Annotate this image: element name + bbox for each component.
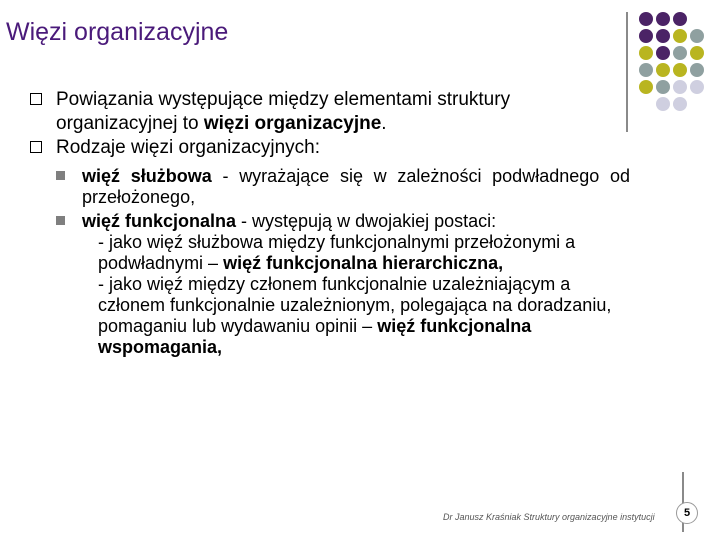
dot-icon: [639, 12, 653, 26]
dot-icon: [656, 97, 670, 111]
dot-icon: [656, 80, 670, 94]
hollow-square-bullet-icon: [30, 141, 42, 153]
hollow-square-bullet-icon: [30, 93, 42, 105]
filled-square-bullet-icon: [56, 171, 65, 180]
sub-bullet-bold-text: więź służbowa: [82, 166, 212, 186]
bullet-bold-text: więzi organizacyjne: [203, 113, 382, 134]
bullet-text: Rodzaje więzi organizacyjnych:: [56, 137, 321, 158]
slide-title: Więzi organizacyjne: [6, 18, 229, 46]
dot-icon: [673, 29, 687, 43]
dot-icon: [690, 29, 704, 43]
filled-square-bullet-icon: [56, 216, 65, 225]
dot-icon: [656, 29, 670, 43]
sub-bullet-item: [56, 211, 630, 358]
bullet-text-end: .: [381, 113, 387, 134]
dot-icon: [639, 29, 653, 43]
dot-icon: [656, 63, 670, 77]
sub-bullet-text: - wyrażające się w zależności podwładnego od przełożonego,: [82, 166, 630, 207]
dash-item-bold-text: więź funkcjonalna wspomagania,: [98, 316, 532, 357]
dot-icon: [690, 63, 704, 77]
dash-item: [98, 232, 630, 274]
slide-body: [30, 88, 630, 358]
sub-bullet-text: - występują w dwojakiej postaci:: [236, 211, 497, 231]
dash-item-text: - jako więź służbowa między funkcjonalnymi przełożonymi a podwładnymi –: [98, 232, 576, 273]
dot-icon: [673, 80, 687, 94]
bullet-item: [30, 88, 630, 136]
dot-icon: [673, 12, 687, 26]
dot-icon: [639, 46, 653, 60]
dot-icon: [690, 46, 704, 60]
dot-icon: [673, 46, 687, 60]
footer-text: Dr Janusz Kraśniak Struktury organizacyjne instytucji: [443, 512, 655, 522]
bullet-text: Powiązania występujące między elementami struktury organizacyjnej to: [56, 89, 511, 134]
dot-icon: [639, 63, 653, 77]
dot-icon: [690, 80, 704, 94]
dot-icon: [656, 12, 670, 26]
dot-icon: [673, 63, 687, 77]
page-number: 5: [676, 502, 698, 524]
sub-bullet-bold-text: więź funkcjonalna: [82, 211, 237, 231]
dash-item: [98, 274, 630, 358]
dash-item-text: - jako więź między członem funkcjonalnie uzależniającym a członem funkcjonalnie uzależnionym, polegająca na doradzaniu, pomaganiu lub wydawaniu opinii –: [98, 274, 612, 336]
dash-item-bold-text: więź funkcjonalna hierarchiczna,: [223, 253, 504, 273]
dot-icon: [639, 80, 653, 94]
bullet-item: [30, 136, 630, 160]
dot-icon: [673, 97, 687, 111]
dot-icon: [656, 46, 670, 60]
sub-bullet-item: [56, 166, 630, 208]
